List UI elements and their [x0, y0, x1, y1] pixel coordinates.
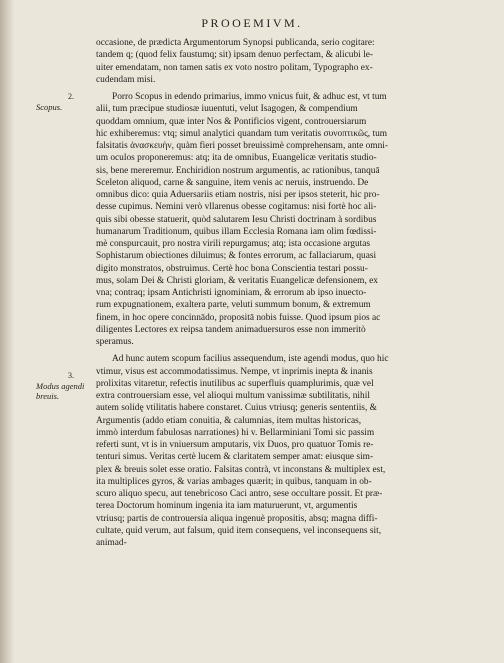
- paragraph: [96, 37, 496, 86]
- text-line: Argumentis (addo etiam conuitia, & calumnias, item multas historicas,: [96, 415, 362, 426]
- running-head: PROOEMIVM.: [201, 16, 303, 30]
- text-line: scuro aliquo specu, aut tenebricoso Caci antro, sese occultare possit. Et præ-: [96, 489, 383, 499]
- text-line: cudendam misi.: [96, 74, 156, 85]
- margin-note-number: 3.: [68, 371, 74, 380]
- text-line: vtriusq; partis de controuersia aliqua ingenuè propositis, absq; magna diffi-: [96, 513, 378, 524]
- margin-note-label: Scopus.: [36, 102, 63, 112]
- text-line: omnibus dico: quia Aduersariis etiam nostris, nisi per ipsos steterit, hic pro-: [96, 190, 380, 200]
- text-line: extra controuersiam esse, vel alioqui multum vanissimæ subtilitatis, nihil: [96, 391, 370, 401]
- text-line: uiter emendatam, non tamen satis ex voto nostro politam, Typographo ex-: [96, 62, 373, 73]
- text-line: tenturi simus. Veritas certè lucem & claritatem semper amat: eiusque sim-: [96, 452, 374, 463]
- text-line: autem solidę vtilitatis habere constaret. Cuius vtriusq; generis sententiis, &: [96, 403, 377, 414]
- margin-note-label: Modus agendi breuis.: [36, 381, 85, 401]
- paragraph: [96, 353, 496, 549]
- paragraph: [96, 91, 496, 348]
- text-line: quis sibi obesse statuerit, quòd salutarem Iesu Christi doctrinam à sordibus: [96, 214, 377, 225]
- margin-note-scopus: [36, 92, 94, 112]
- text-line: hic exhiberemus: vtq; simul analytici quandam tum veritatis συνοπτικῶς, tum: [96, 128, 388, 139]
- text-line: rum expugnationem, exaltera parte, veluti summum bonum, & extremum: [96, 300, 371, 311]
- text-line: ita multiplices gyros, & varias ambages quærit; in quibus, tanquam in ob-: [96, 476, 372, 487]
- text-line: finem, in hoc opere concinnādo, propositā nobis fuisse. Quod ipsum pios ac: [96, 312, 381, 323]
- text-line: vtimur, visus est accommodatissimus. Nempe, vt inprimis inepta & inanis: [96, 366, 373, 377]
- text-line: Porro Scopus in edendo primarius, immo vnicus fuit, & adhuc est, vt tum: [112, 92, 387, 102]
- binding-shadow: [0, 0, 14, 663]
- text-line: Sophistarum obiectiones diluimus; & fontes errorum, ac fallaciarum, quasi: [96, 251, 377, 262]
- text-line: quoddam omnium, quæ inter Nos & Pontificios vigent, controuersiarum: [96, 116, 367, 127]
- text-line: tandem q; (quod felix faustumq; sit) ipsam denuo perfectam, & alicubi le-: [96, 50, 374, 61]
- text-line: animad-: [96, 538, 127, 548]
- text-line: referti sunt, vt is in vniuersum amputaris, vix Duos, pro quatuor Tomis re-: [96, 440, 374, 450]
- text-line: falsitatis ἀνασκευὴν, quàm fieri posset breuissimè comprehensam, ante omni-: [96, 141, 389, 151]
- text-line: speramus.: [96, 337, 134, 347]
- text-line: humanarum Traditionum, quibus illam Ecclesia Romana iam olim fœdissi-: [96, 226, 377, 237]
- text-line: alii, tum præcipue studiosæ iuuentuti, velut Isagogen, & compendium: [96, 104, 358, 115]
- text-line: diligentes Lectores ex reipsa tandem animaduersuros esse non immeritò: [96, 324, 366, 335]
- text-line: vna; contraq; ipsam Antichristi ignominiam, & errorum ab ipso inuecto-: [96, 288, 367, 298]
- text-line: um oculos proponeremus: atq; ita de omnibus, Euangelicæ veritatis studio-: [96, 153, 377, 164]
- text-line: immò interdum fabulosas narrationes) hi v. Bellarminiani Tomi sic passim: [96, 427, 375, 438]
- text-line: terea Doctorum hominum ingenia ita iam maturuerunt, vt, argumentis: [96, 501, 358, 512]
- text-line: cultate, quid verum, aut falsum, quid item consequens, vel inconsequens sit,: [96, 525, 382, 536]
- text-line: Ad hunc autem scopum facilius assequendum, iste agendi modus, quo hic: [112, 354, 389, 365]
- text-line: digito monstratos, obstruimus. Certè hoc bona Conscientia testari possu-: [96, 263, 368, 274]
- text-line: plex & breuis solet esse oratio. Falsitas contrà, vt inconstans & multiplex est,: [96, 464, 386, 475]
- text-line: mè conspurcauit, pro nostra virili repurgamus; atq; ista occasione argutas: [96, 239, 371, 249]
- text-line: desse cupimus. Nemini verò vllarenus obesse cogitamus: nisi fortè hoc ali-: [96, 202, 377, 213]
- body-text: [96, 37, 496, 549]
- text-line: Sceleton aliquod, carne & sanguine, item venis ac neruis, instruendo. De: [96, 177, 369, 188]
- text-line: mus, solam Dei & Christi gloriam, & veritatis Euangelicæ defensionem, ex: [96, 275, 378, 286]
- text-line: sis, bene mereremur. Enchiridion nostrum argumentis, ac rationibus, tanquā: [96, 165, 380, 176]
- text-line: occasione, de prædicta Argumentorum Synopsi publicanda, serio cogitare:: [96, 38, 375, 48]
- margin-note-modus: [36, 371, 94, 401]
- margin-note-number: 2.: [68, 92, 74, 101]
- text-line: prolixitas vitaretur, refectis inutilibus ac superfluis quamplurimis, quæ vel: [96, 378, 374, 389]
